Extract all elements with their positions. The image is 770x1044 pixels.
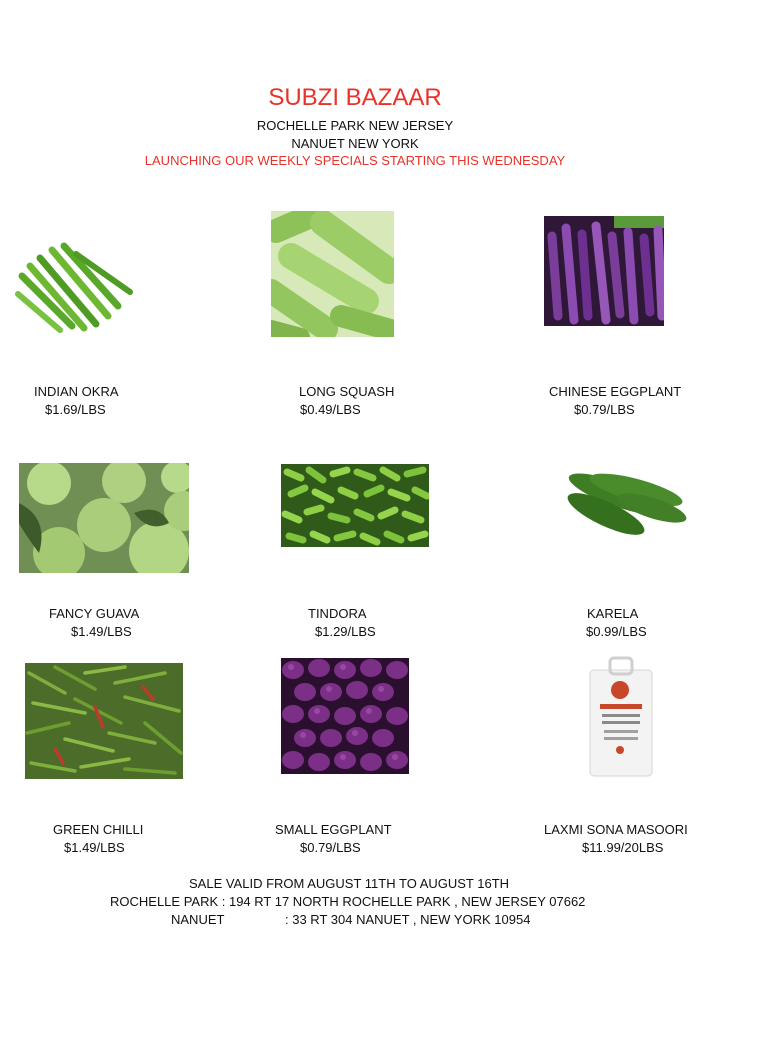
- store-title: SUBZI BAZAAR: [268, 84, 442, 111]
- product-name-laxmi-sona-masoori: LAXMI SONA MASOORI: [544, 822, 688, 837]
- address-rochelle-park: ROCHELLE PARK : 194 RT 17 NORTH ROCHELLE PARK , NEW JERSEY 07662: [110, 894, 586, 909]
- location-rochelle-park: ROCHELLE PARK NEW JERSEY: [256, 118, 454, 133]
- product-name-okra: INDIAN OKRA: [34, 384, 119, 399]
- product-name-karela: KARELA: [587, 606, 639, 621]
- product-price-karela: $0.99/LBS: [586, 624, 647, 639]
- address-nanuet-value: : 33 RT 304 NANUET , NEW YORK 10954: [285, 912, 531, 927]
- product-name-tindora: TINDORA: [308, 606, 367, 621]
- rice-bag-image: [582, 656, 658, 778]
- product-name-green-chilli: GREEN CHILLI: [53, 822, 144, 837]
- product-name-squash: LONG SQUASH: [299, 384, 395, 399]
- green-chilli-image: [25, 663, 183, 779]
- address-nanuet-label: NANUET: [171, 912, 225, 927]
- product-name-guava: FANCY GUAVA: [49, 606, 140, 621]
- okra-image: [12, 236, 136, 336]
- launch-announcement: LAUNCHING OUR WEEKLY SPECIALS STARTING THIS WEDNESDAY: [144, 153, 566, 168]
- guava-image: [19, 463, 189, 573]
- product-name-small-eggplant: SMALL EGGPLANT: [275, 822, 392, 837]
- product-name-chinese-eggplant: CHINESE EGGPLANT: [549, 384, 682, 399]
- product-price-squash: $0.49/LBS: [300, 402, 361, 417]
- karela-image: [556, 466, 692, 542]
- product-price-tindora: $1.29/LBS: [315, 624, 376, 639]
- product-price-green-chilli: $1.49/LBS: [64, 840, 125, 855]
- chinese-eggplant-image: [544, 216, 664, 326]
- product-price-guava: $1.49/LBS: [71, 624, 132, 639]
- product-price-small-eggplant: $0.79/LBS: [300, 840, 361, 855]
- tindora-image: [281, 464, 429, 547]
- product-price-okra: $1.69/LBS: [45, 402, 106, 417]
- squash-image: [271, 211, 394, 337]
- product-price-laxmi-sona-masoori: $11.99/20LBS: [582, 840, 664, 855]
- sale-validity: SALE VALID FROM AUGUST 11TH TO AUGUST 16TH: [189, 876, 510, 891]
- product-price-chinese-eggplant: $0.79/LBS: [574, 402, 635, 417]
- small-eggplant-image: [281, 658, 409, 774]
- location-nanuet: NANUET NEW YORK: [291, 136, 419, 151]
